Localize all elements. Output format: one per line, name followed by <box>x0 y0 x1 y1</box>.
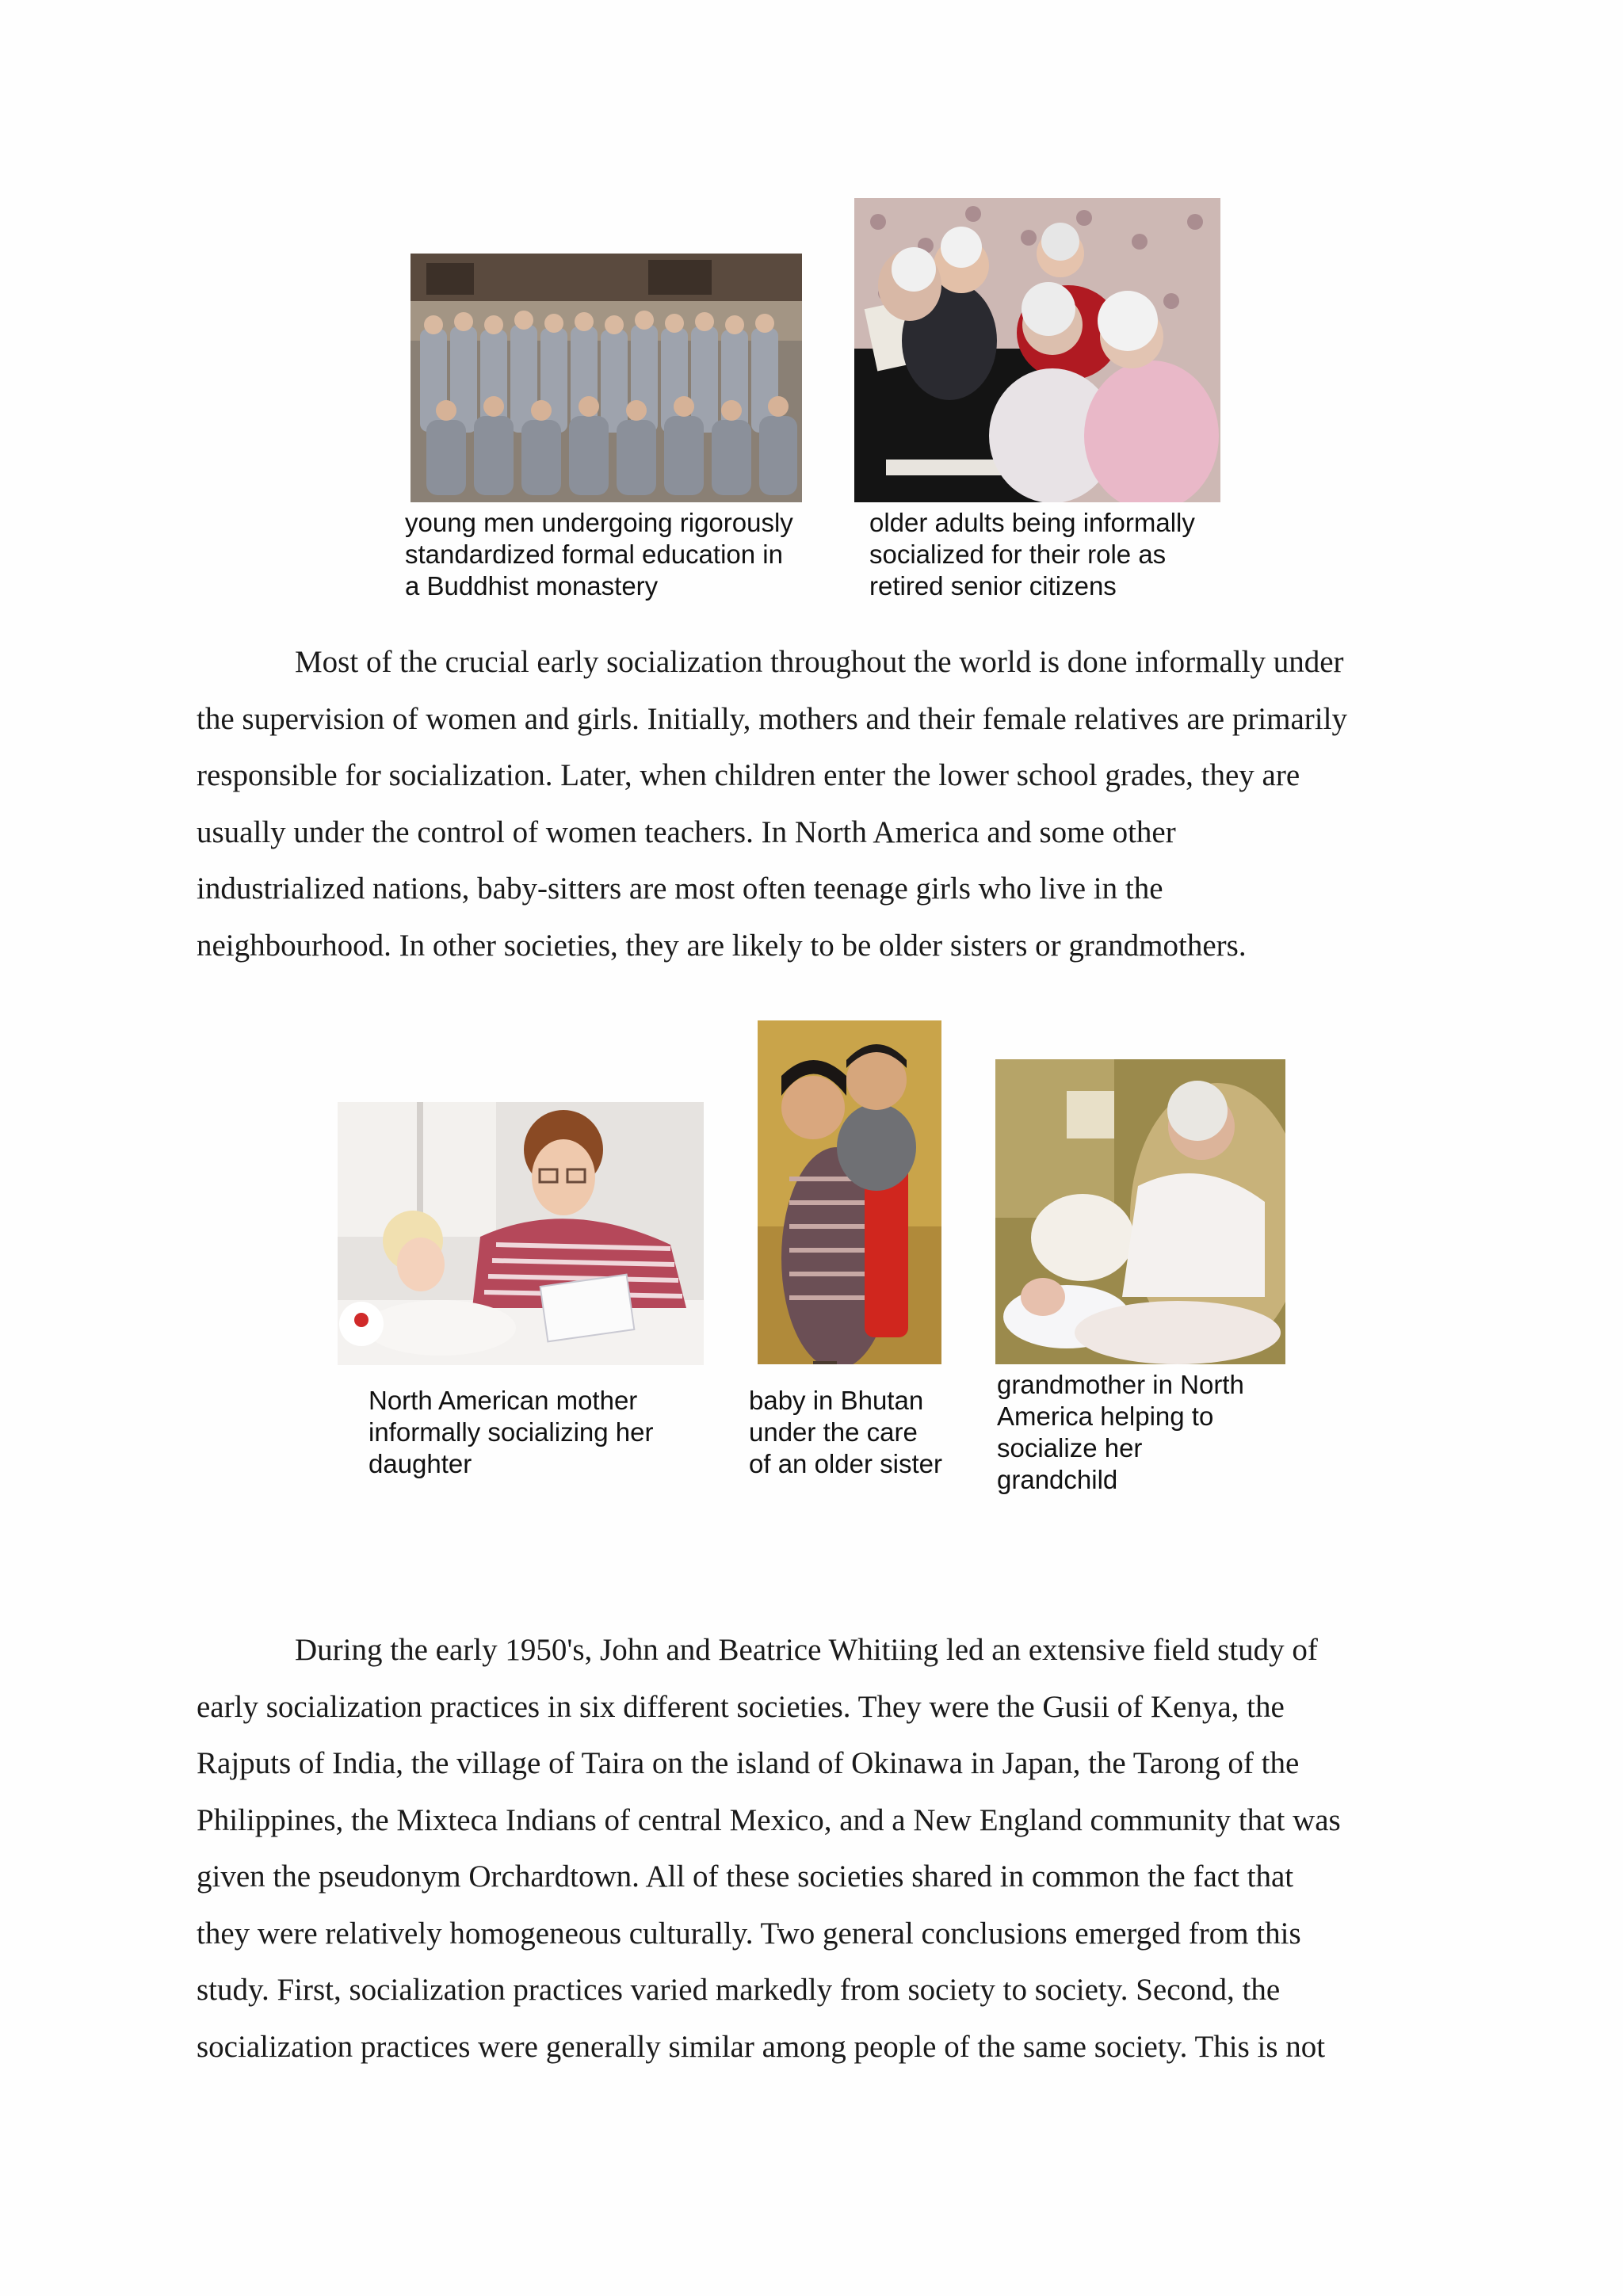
grandmother-photo <box>995 1059 1285 1364</box>
text-line: Most of the crucial early socialization throughout the world is done informally under <box>295 645 1344 679</box>
paragraph-1 <box>197 634 1433 974</box>
text-line: responsible for socialization. Later, when children enter the lower school grades, they are <box>197 758 1300 792</box>
paragraph-2 <box>197 1622 1433 2075</box>
text-line: neighbourhood. In other societies, they are likely to be older sisters or grandmothers. <box>197 928 1247 963</box>
mother-daughter-photo <box>338 1102 704 1365</box>
text-line: usually under the control of women teachers. In North America and some other <box>197 814 1176 849</box>
seniors-singing-photo <box>854 198 1220 502</box>
mother-daughter-caption: North American mother informally socializing her daughter <box>369 1386 654 1478</box>
text-line: early socialization practices in six different societies. They were the Gusii of Kenya, the <box>197 1689 1285 1724</box>
grandmother-caption: grandmother in North America helping to socialize her grandchild <box>997 1370 1244 1494</box>
text-line: industrialized nations, baby-sitters are most often teenage girls who live in the <box>197 871 1163 906</box>
monastery-caption: young men undergoing rigorously standardized formal education in a Buddhist monastery <box>405 508 793 601</box>
text-line: the supervision of women and girls. Initially, mothers and their female relatives are primarily <box>197 701 1347 736</box>
text-line: Rajputs of India, the village of Taira on the island of Okinawa in Japan, the Tarong of the <box>197 1746 1300 1780</box>
bhutan-sisters-photo <box>758 1020 941 1364</box>
seniors-caption: older adults being informally socialized for their role as retired senior citizens <box>869 508 1195 601</box>
text-line: they were relatively homogeneous culturally. Two general conclusions emerged from this <box>197 1916 1301 1951</box>
text-line: socialization practices were generally similar among people of the same society. This is not <box>197 2029 1326 2064</box>
monastery-photo <box>411 254 802 502</box>
text-line: Philippines, the Mixteca Indians of central Mexico, and a New England community that was <box>197 1802 1341 1837</box>
text-line: study. First, socialization practices varied markedly from society to society. Second, the <box>197 1973 1281 2007</box>
text-line: During the early 1950's, John and Beatrice Whitiing led an extensive field study of <box>295 1633 1318 1667</box>
bhutan-caption: baby in Bhutan under the care of an older sister <box>749 1386 942 1478</box>
text-line: given the pseudonym Orchardtown. All of these societies shared in common the fact that <box>197 1859 1294 1894</box>
